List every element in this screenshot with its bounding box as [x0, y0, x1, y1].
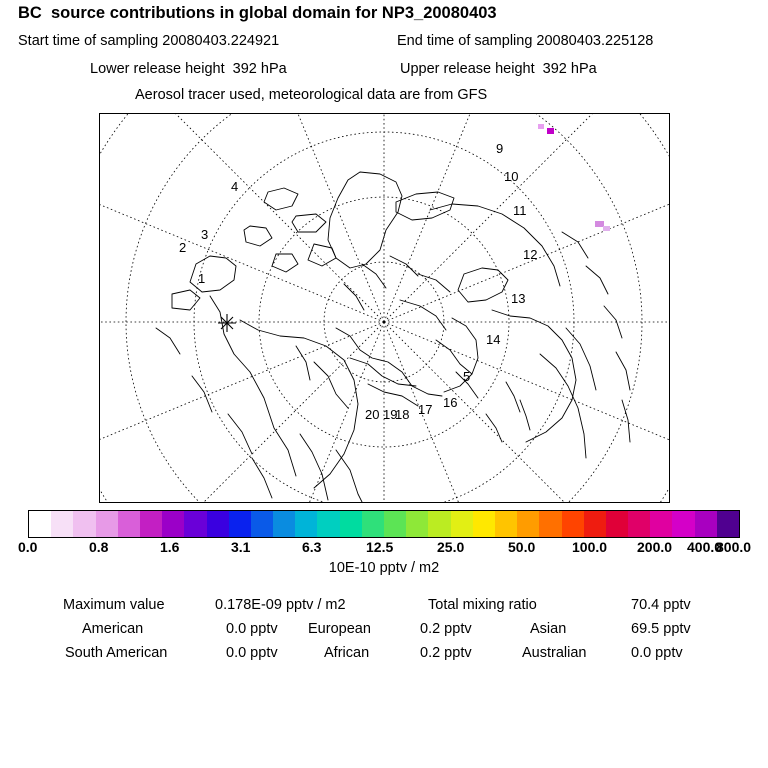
polar-stereographic-map: [100, 114, 669, 502]
colorbar-tick: 3.1: [231, 539, 251, 555]
colorbar-swatch-13: [317, 511, 339, 537]
colorbar-swatch-20: [473, 511, 495, 537]
map-label: 3: [201, 227, 209, 242]
map-label: 16: [443, 395, 458, 410]
colorbar-swatch-2: [73, 511, 95, 537]
colorbar-swatch-11: [273, 511, 295, 537]
colorbar-swatch-18: [428, 511, 450, 537]
map-label: 20: [365, 407, 380, 422]
colorbar-swatch-25: [584, 511, 606, 537]
australian-label: Australian: [522, 645, 587, 661]
map-label: 12: [523, 247, 538, 262]
asian-label: Asian: [530, 621, 567, 637]
colorbar-swatch-12: [295, 511, 317, 537]
colorbar-swatch-10: [251, 511, 273, 537]
colorbar-tick: 0.8: [89, 539, 109, 555]
colorbar-swatch-21: [495, 511, 517, 537]
colorbar: [28, 510, 740, 538]
colorbar-swatch-26: [606, 511, 628, 537]
african-value: 0.2 pptv: [420, 645, 472, 661]
colorbar-swatch-29: [672, 511, 694, 537]
colorbar-swatch-28: [650, 511, 672, 537]
map-label: 19: [383, 407, 398, 422]
coastlines: [156, 172, 630, 502]
map-label: 5: [463, 369, 471, 384]
colorbar-swatch-27: [628, 511, 650, 537]
colorbar-swatch-31: [717, 511, 739, 537]
start-time-label: Start time of sampling 20080403.224921: [18, 33, 280, 49]
colorbar-tick: 0.0: [18, 539, 38, 555]
map-label: 13: [511, 291, 526, 306]
european-value: 0.2 pptv: [420, 621, 472, 637]
meridian-lines: [100, 114, 669, 502]
colorbar-swatch-0: [29, 511, 51, 537]
upper-release-height-label: Upper release height 392 hPa: [400, 61, 597, 77]
maximum-value-label: Maximum value: [63, 597, 165, 613]
colorbar-swatch-1: [51, 511, 73, 537]
total-mixing-ratio-label: Total mixing ratio: [428, 597, 537, 613]
american-value: 0.0 pptv: [226, 621, 278, 637]
colorbar-swatch-5: [140, 511, 162, 537]
american-label: American: [82, 621, 144, 637]
colorbar-swatch-6: [162, 511, 184, 537]
plume-cells: [538, 124, 610, 231]
colorbar-tick-labels: [0, 539, 768, 557]
colorbar-swatch-24: [562, 511, 584, 537]
page-title: BC source contributions in global domain for NP3_20080403: [18, 4, 497, 22]
map-plot-area: [99, 113, 670, 503]
colorbar-swatch-4: [118, 511, 140, 537]
australian-value: 0.0 pptv: [631, 645, 683, 661]
colorbar-swatch-8: [207, 511, 229, 537]
lower-release-height-label: Lower release height 392 hPa: [90, 61, 287, 77]
colorbar-tick: 12.5: [366, 539, 394, 555]
colorbar-tick: 100.0: [572, 539, 608, 555]
south-american-label: South American: [65, 645, 168, 661]
colorbar-unit-label: 10E-10 pptv / m2: [328, 560, 440, 576]
colorbar-tick: 25.0: [437, 539, 465, 555]
colorbar-tick: 400.0: [687, 539, 723, 555]
colorbar-tick: 200.0: [637, 539, 673, 555]
african-label: African: [324, 645, 370, 661]
colorbar-swatch-15: [362, 511, 384, 537]
map-label: 10: [504, 169, 519, 184]
total-mixing-ratio-value: 70.4 pptv: [631, 597, 691, 613]
map-label: 14: [486, 332, 501, 347]
tracer-note-label: Aerosol tracer used, meteorological data are from GFS: [135, 87, 488, 103]
colorbar-swatch-23: [539, 511, 561, 537]
maximum-value: 0.178E-09 pptv / m2: [215, 597, 346, 613]
colorbar-swatch-9: [229, 511, 251, 537]
colorbar-tick: 800.0: [716, 539, 752, 555]
colorbar-swatch-3: [96, 511, 118, 537]
colorbar-swatch-22: [517, 511, 539, 537]
colorbar-tick: 50.0: [508, 539, 536, 555]
south-american-value: 0.0 pptv: [226, 645, 278, 661]
asian-value: 69.5 pptv: [631, 621, 691, 637]
map-label: 18: [395, 407, 410, 422]
colorbar-swatch-30: [695, 511, 717, 537]
map-label: 11: [513, 203, 527, 218]
map-label: 4: [231, 179, 239, 194]
end-time-label: End time of sampling 20080403.225128: [397, 33, 654, 49]
colorbar-swatch-16: [384, 511, 406, 537]
latitude-circles: [100, 114, 669, 502]
european-label: European: [308, 621, 371, 637]
colorbar-tick: 1.6: [160, 539, 180, 555]
colorbar-swatch-14: [340, 511, 362, 537]
map-label: 9: [496, 141, 504, 156]
colorbar-swatch-19: [451, 511, 473, 537]
map-label: 2: [179, 240, 187, 255]
colorbar-swatch-7: [184, 511, 206, 537]
colorbar-swatch-17: [406, 511, 428, 537]
map-label: 1: [198, 271, 206, 286]
colorbar-tick: 6.3: [302, 539, 322, 555]
map-label: 17: [418, 402, 433, 417]
